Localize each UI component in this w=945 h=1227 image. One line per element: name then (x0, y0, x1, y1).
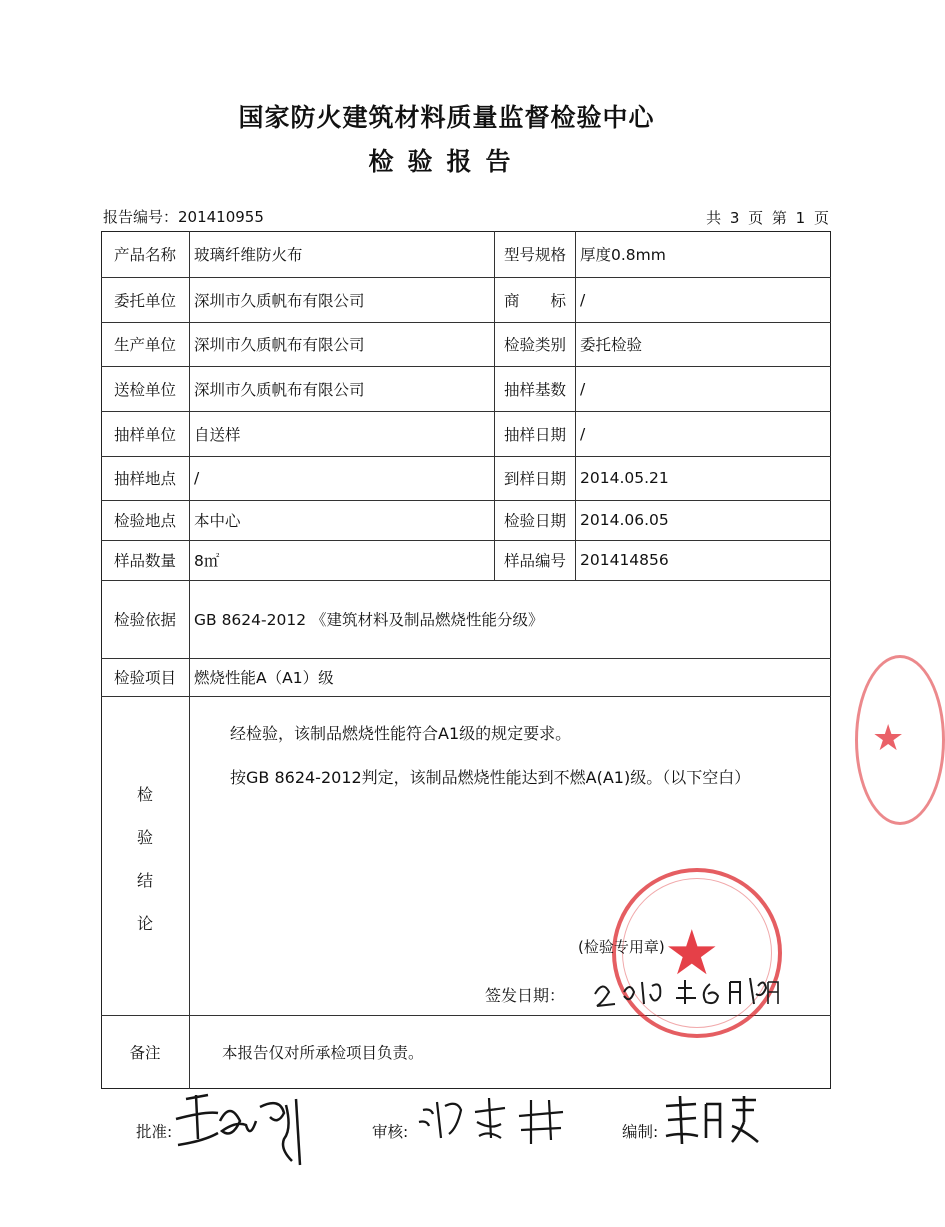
report-number: 报告编号：201410955 (103, 208, 264, 226)
conclusion-line-2: 按GB 8624-2012判定，该制品燃烧性能达到不燃A(A1)级。（以下空白） (230, 768, 751, 787)
arrival-date-label: 到样日期 (503, 470, 566, 488)
inspection-date-label: 检验日期 (503, 512, 566, 530)
page-info: 共 3 页 第 1 页 (706, 209, 831, 227)
issue-date-label: 签发日期： (485, 986, 566, 1005)
basis-label: 检验依据 (113, 611, 176, 629)
trademark-value: / (580, 290, 586, 309)
product-name-label: 产品名称 (113, 246, 176, 264)
submitter-label: 送检单位 (113, 380, 176, 399)
product-name-value: 玻璃纤维防火布 (194, 246, 303, 264)
manufacturer-label: 生产单位 (113, 336, 176, 354)
org-title: 国家防火建筑材料质量监督检验中心 (238, 103, 655, 132)
sampling-date-label: 抽样日期 (503, 425, 566, 444)
items-label: 检验项目 (113, 669, 176, 687)
manufacturer-value: 深圳市久质帆布有限公司 (194, 336, 365, 354)
approve-label: 批准: (136, 1123, 173, 1141)
submitter-value: 深圳市久质帆布有限公司 (194, 380, 365, 399)
inspection-seal-icon: ★ (612, 868, 782, 1038)
sample-quantity-label: 样品数量 (113, 552, 176, 570)
doc-title: 检验报告 (368, 147, 525, 176)
sample-number-label: 样品编号 (503, 552, 566, 570)
conclusion-label-char: 论 (136, 914, 153, 933)
remarks-value: 本报告仅对所承检项目负责。 (222, 1044, 424, 1062)
sample-base-value: / (580, 379, 586, 398)
compiler-signature-icon (660, 1092, 770, 1157)
approver-signature-icon (168, 1085, 318, 1180)
inspection-type-value: 委托检验 (580, 336, 643, 354)
inspection-date-value: 2014.06.05 (580, 511, 669, 529)
sample-number-value: 201414856 (580, 551, 669, 569)
row-divider (101, 696, 831, 697)
arrival-date-value: 2014.05.21 (580, 469, 669, 487)
trademark-label: 商 标 (503, 291, 566, 310)
sampling-location-label: 抽样地点 (113, 470, 176, 488)
sampling-location-value: / (194, 469, 200, 487)
handwritten-date-icon (590, 972, 790, 1012)
client-label: 委托单位 (113, 291, 176, 310)
basis-value: GB 8624-2012 《建筑材料及制品燃烧性能分级》 (194, 611, 544, 629)
remarks-label: 备注 (129, 1044, 161, 1062)
conclusion-label-char: 验 (136, 828, 153, 847)
inspection-type-label: 检验类别 (503, 336, 566, 354)
stamp-label: (检验专用章) (578, 938, 665, 956)
sample-quantity-value: 8㎡ (194, 552, 220, 570)
sampling-unit-label: 抽样单位 (113, 425, 176, 444)
items-value: 燃烧性能A（A1）级 (194, 669, 334, 687)
conclusion-label-char: 结 (136, 871, 153, 890)
partial-seal-icon: ★ (855, 655, 945, 825)
conclusion-line-1: 经检验，该制品燃烧性能符合A1级的规定要求。 (230, 724, 572, 743)
conclusion-label-char: 检 (136, 785, 153, 804)
reviewer-signature-icon (415, 1092, 575, 1152)
inspection-location-label: 检验地点 (113, 512, 176, 530)
model-spec-value: 厚度0.8mm (580, 246, 666, 264)
sampling-unit-value: 自送样 (194, 425, 241, 444)
compile-label: 编制: (622, 1123, 659, 1141)
inspection-location-value: 本中心 (194, 512, 241, 530)
sample-base-label: 抽样基数 (503, 380, 566, 399)
sampling-date-value: / (580, 424, 586, 443)
client-value: 深圳市久质帆布有限公司 (194, 291, 365, 310)
model-spec-label: 型号规格 (503, 246, 566, 264)
review-label: 审核: (372, 1123, 409, 1141)
